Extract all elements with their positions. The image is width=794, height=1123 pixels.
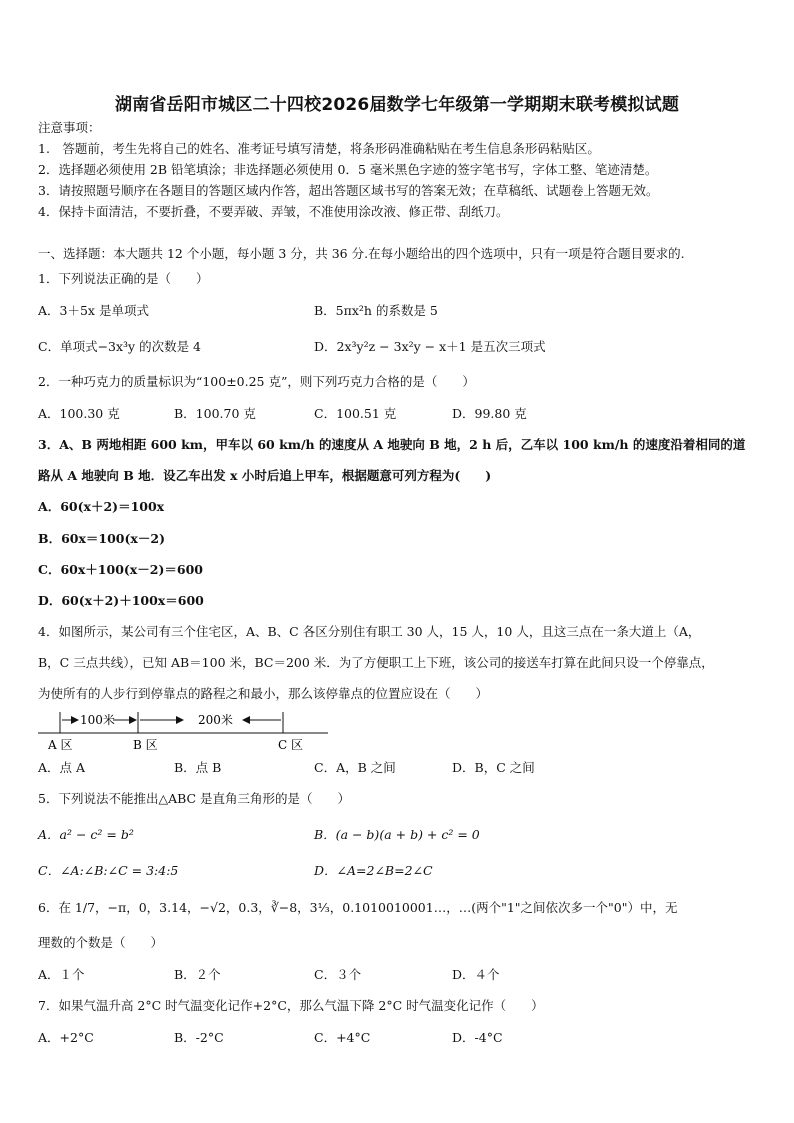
question-7-stem: 7．如果气温升高 2°C 时气温变化记作+2°C，那么气温下降 2°C 时气温变化记作（ ） xyxy=(38,998,544,1013)
q2-option-a: A．100.30 克 xyxy=(38,406,120,421)
q3-option-b: B．60x＝100(x－2) xyxy=(38,531,165,546)
q4-option-c: C．A，B 之间 xyxy=(314,760,396,775)
question-3-line-1: 3．A、B 两地相距 600 km，甲车以 60 km/h 的速度从 A 地驶向 B 地，2 h 后，乙车以 100 km/h 的速度沿着相同的道 xyxy=(38,437,746,452)
question-4-line-3: 为使所有的人步行到停靠点的路程之和最小，那么该停靠点的位置应设在（ ） xyxy=(38,686,489,701)
section-heading: 一、选择题：本大题共 12 个小题，每小题 3 分，共 36 分.在每小题给出的四个选项中，只有一项是符合题目要求的. xyxy=(38,246,685,261)
q5-option-b: B．(a − b)(a + b) + c² = 0 xyxy=(314,827,480,842)
q7-option-b: B．-2°C xyxy=(174,1030,224,1045)
q6-option-d: D．４个 xyxy=(452,967,500,982)
ab-distance-label: 100米 xyxy=(80,713,115,727)
q7-option-a: A．+2°C xyxy=(38,1030,94,1045)
q2-option-c: C．100.51 克 xyxy=(314,406,397,421)
zone-b-label: B 区 xyxy=(133,738,158,752)
zone-a-label: A 区 xyxy=(48,738,73,752)
question-6-line-2: 理数的个数是（ ） xyxy=(38,935,164,950)
notice-heading: 注意事项： xyxy=(38,120,101,135)
q4-option-b: B．点 B xyxy=(174,760,222,775)
q6-option-b: B．２个 xyxy=(174,967,221,982)
question-2-stem: 2．一种巧克力的质量标识为“100±0.25 克”，则下列巧克力合格的是（ ） xyxy=(38,374,475,389)
q5-option-c: C．∠A:∠B:∠C = 3:4:5 xyxy=(38,863,179,878)
zone-c-label: C 区 xyxy=(278,738,303,752)
q5-option-d: D．∠A=2∠B=2∠C xyxy=(314,863,433,878)
q6-option-c: C．３个 xyxy=(314,967,362,982)
q1-option-b: B．5πx²h 的系数是 5 xyxy=(314,303,438,318)
q3-option-c: C．60x＋100(x－2)＝600 xyxy=(38,562,203,577)
notice-item: 1. 答题前，考生先将自己的姓名、准考证号填写清楚，将条形码准确粘贴在考生信息条形码粘贴区。 xyxy=(38,141,600,156)
page-title: 湖南省岳阳市城区二十四校2026届数学七年级第一学期期末联考模拟试题 xyxy=(114,95,680,115)
question-4-line-1: 4．如图所示，某公司有三个住宅区，A、B、C 各区分别住有职工 30 人，15 人，10 人，且这三点在一条大道上（A， xyxy=(38,624,701,639)
notice-item: 2．选择题必须使用 2B 铅笔填涂；非选择题必须使用 0．5 毫米黑色字迹的签字笔书写，字体工整、笔迹清楚。 xyxy=(38,162,658,177)
q3-option-a: A．60(x＋2)＝100x xyxy=(38,499,165,514)
question-3-line-2: 路从 A 地驶向 B 地．设乙车出发 x 小时后追上甲车，根据题意可列方程为( ) xyxy=(38,468,492,483)
q2-option-d: D．99.80 克 xyxy=(452,406,527,421)
q1-option-d: D．2x³y²z − 3x²y − x＋1 是五次三项式 xyxy=(314,339,546,354)
q7-option-c: C．+4°C xyxy=(314,1030,371,1045)
bc-distance-label: 200米 xyxy=(198,713,233,727)
q5-option-a: A．a² − c² = b² xyxy=(38,827,134,842)
question-4-line-2: B，C 三点共线），已知 AB＝100 米，BC＝200 米．为了方便职工上下班，该公司的接送车打算在此间只设一个停靠点， xyxy=(38,655,714,670)
question-5-stem: 5．下列说法不能推出△ABC 是直角三角形的是（ ） xyxy=(38,791,351,806)
question-6-line-1: 6．在 1/7，−π，0，3.14，−√2，0.3，∛−8，3⅓，0.1010010001…，…(两个"1"之间依次多一个"0"）中，无 xyxy=(38,900,678,915)
road-diagram xyxy=(38,708,338,754)
q1-option-a: A．3＋5x 是单项式 xyxy=(38,303,149,318)
q4-option-d: D．B，C 之间 xyxy=(452,760,535,775)
question-1-stem: 1．下列说法正确的是（ ） xyxy=(38,271,209,286)
q3-option-d: D．60(x＋2)＋100x＝600 xyxy=(38,593,204,608)
q4-option-a: A．点 A xyxy=(38,760,86,775)
q1-option-c: C．单项式−3x³y 的次数是 4 xyxy=(38,339,202,354)
q6-option-a: A．１个 xyxy=(38,967,85,982)
q7-option-d: D．-4°C xyxy=(452,1030,503,1045)
q2-option-b: B．100.70 克 xyxy=(174,406,256,421)
notice-item: 4．保持卡面清洁，不要折叠，不要弄破、弄皱，不准使用涂改液、修正带、刮纸刀。 xyxy=(38,204,509,219)
notice-item: 3．请按照题号顺序在各题目的答题区域内作答，超出答题区域书写的答案无效；在草稿纸、试题卷上答题无效。 xyxy=(38,183,659,198)
